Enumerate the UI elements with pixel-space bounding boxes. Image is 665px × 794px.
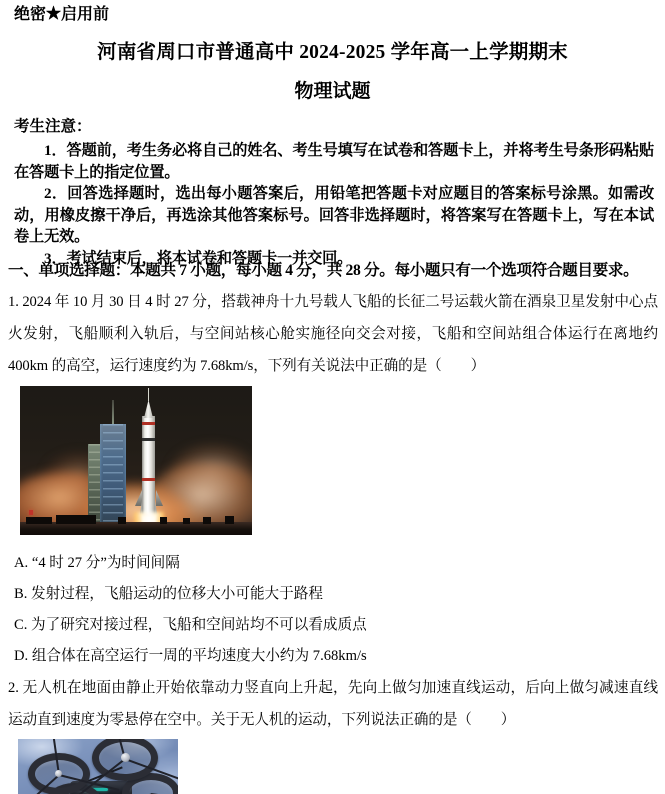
launch-pad-structure (225, 516, 234, 524)
question-2-text: 2. 无人机在地面由静止开始依靠动力竖直向上升起，先向上做匀加速直线运动，后向上做匀减速直线运动直到速度为零悬停在空中。关于无人机的运动，下列说法正确的是（ ） (8, 680, 658, 728)
rocket-launch-photo (20, 386, 252, 535)
drone-photo (18, 739, 178, 794)
launch-pad-structure (118, 517, 126, 524)
question-1-text: 1. 2024 年 10 月 30 日 4 时 27 分，搭载神舟十九号载人飞船的长征二号运载火箭在酒泉卫星发射中心点火发射，飞船顺利入轨后，与空间站核心舱实施径向交会对接，飞船和空间站组合体运行在离地约 400km 的高空，运行速度约为 7.68km/s，下列有关说法中正确的是（ ） (8, 294, 658, 374)
classification-line (14, 3, 109, 26)
drone-rotor-hub (55, 770, 62, 777)
q1-option-a[interactable]: A. “4 时 27 分”为时间间隔 (14, 555, 180, 571)
launch-pad-structure (56, 515, 96, 524)
notice-item-1: 1．答题前，考生务必将自己的姓名、考生号填写在试卷和答题卡上，并将考生号条形码粘贴在答题卡上的指定位置。 (14, 142, 654, 181)
section-heading-multiple-choice: 一、单项选择题：本题共 7 小题，每小题 4 分，共 28 分。每小题只有一个选项符合题目要求。 (8, 262, 639, 279)
classification-tail: 启用前 (61, 6, 110, 23)
rocket-escape-tower (148, 388, 150, 401)
launch-pad-structure (160, 517, 167, 524)
q1-option-c[interactable]: C. 为了研究对接过程，飞船和空间站均不可以看成质点 (14, 617, 367, 633)
launch-pad-structure (183, 518, 190, 524)
notice-item-3: 3．考试结束后，将本试卷和答题卡一并交回。 (44, 249, 353, 267)
q1-option-d[interactable]: D. 组合体在高空运行一周的平均速度大小约为 7.68km/s (14, 648, 367, 664)
rocket-stripe (142, 438, 155, 441)
page-subtitle: 物理试题 (294, 81, 371, 102)
launch-pad-ground (20, 522, 252, 535)
q1-option-b[interactable]: B. 发射过程，飞船运动的位移大小可能大于路程 (14, 586, 323, 602)
launch-pad-structure (203, 517, 211, 524)
pad-warning-light (29, 510, 33, 515)
rocket-stripe (142, 422, 155, 425)
star-icon: ★ (46, 6, 62, 22)
classification-label: 绝密 (14, 6, 47, 23)
notice-item-2: 2．回答选择题时，选出每小题答案后，用铅笔把答题卡对应题目的答案标号涂黑。如需改动，用橡皮擦干净后，再选涂其他答案标号。回答非选择题时，将答案写在答题卡上，写在本试卷上无效。 (14, 185, 654, 245)
notice-title: 考生注意： (14, 118, 92, 135)
launch-tower-mast (112, 400, 114, 426)
page-title: 河南省周口市普通高中 2024-2025 学年高一上学期期末 (97, 42, 568, 63)
rocket-body (142, 416, 155, 520)
rocket-stripe (142, 478, 155, 481)
examinee-notice (14, 113, 654, 269)
launch-tower (100, 424, 126, 529)
launch-pad-structure (26, 517, 52, 524)
drone-rotor-hub (121, 753, 130, 762)
